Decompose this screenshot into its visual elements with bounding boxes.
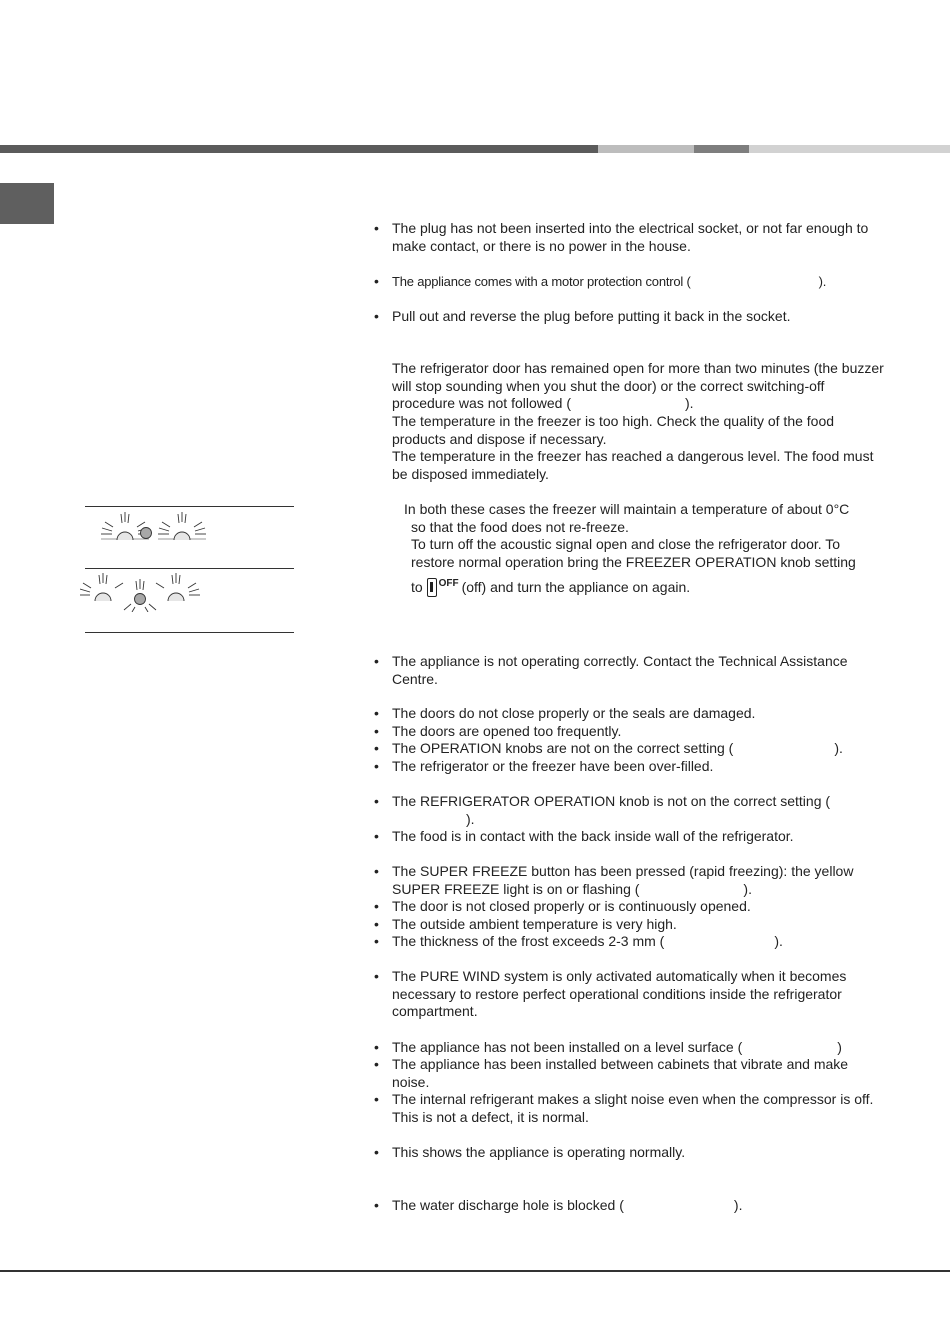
indicator-lights-three-flashing-icon [80, 570, 205, 612]
list-item-reverse-plug: • Pull out and reverse the plug before putting it back in the socket. [392, 308, 882, 326]
paragraph-temp-dangerous: The temperature in the freezer has reached a dangerous level. The food must be disposed immediately. [392, 448, 874, 482]
note-line-off: to $^{OFF}$ (off) and turn the appliance on again. [411, 578, 691, 596]
header-bar-dark [0, 145, 598, 153]
section-tab [0, 183, 54, 224]
list-item-over-filled: • The refrigerator or the freezer have been over-filled. [392, 758, 882, 776]
list-item-not-operating: • The appliance is not operating correctly. Contact the Technical Assistance Centre. [392, 653, 882, 688]
divider-rule [85, 506, 294, 507]
knob-off-icon [427, 578, 437, 597]
header-bar-pale [749, 145, 950, 153]
list-item-plug: • The plug has not been inserted into the electrical socket, or not far enough to make contact, or there is no power in the house. [392, 220, 882, 255]
list-item-level-surface: • The appliance has not been installed on a level surface ( ) [392, 1039, 882, 1057]
list-item-ambient-high: • The outside ambient temperature is very high. [392, 916, 882, 934]
list-item-fridge-knob: • The REFRIGERATOR OPERATION knob is not on the correct setting ( ). [392, 793, 882, 828]
footer-rule [0, 1270, 950, 1272]
divider-rule [85, 632, 294, 633]
header-bar-mid [694, 145, 749, 153]
header-bar-light [598, 145, 694, 153]
paragraph-temp-high: The temperature in the freezer is too high. Check the quality of the food products and dispose if necessary. [392, 413, 835, 447]
list-item-motor-protection: • The appliance comes with a motor protection control ( ). [392, 273, 882, 291]
indicator-lights-two-flashing-icon [88, 508, 213, 546]
note-line: To turn off the acoustic signal open and close the refrigerator door. To restore normal operation bring the FREEZER OPERATION knob setting [411, 536, 856, 570]
list-item-cabinets: • The appliance has been installed between cabinets that vibrate and make noise. [392, 1056, 882, 1091]
list-item-discharge-hole: • The water discharge hole is blocked ( ). [392, 1197, 882, 1215]
list-item-knobs: • The OPERATION knobs are not on the correct setting ( ). [392, 740, 882, 758]
list-item-doors-opened: • The doors are opened too frequently. [392, 723, 882, 741]
list-item-door-not-closed: • The door is not closed properly or is continuously opened. [392, 898, 882, 916]
note-both-cases [404, 501, 884, 597]
list-item-frost: • The thickness of the frost exceeds 2-3 mm ( ). [392, 933, 882, 951]
note-line: so that the food does not re-freeze. [411, 518, 629, 535]
list-item-operating-normally: • This shows the appliance is operating normally. [392, 1144, 882, 1162]
list-item-food-contact: • The food is in contact with the back inside wall of the refrigerator. [392, 828, 882, 846]
paragraph-door-open: The refrigerator door has remained open for more than two minutes (the buzzer will stop sounding when you shut the door) or the correct switching-off procedure was not followed ( ). [392, 360, 884, 412]
note-line: In both these cases the freezer will maintain a temperature of about 0°C [404, 501, 850, 517]
list-item-super-freeze: • The SUPER FREEZE button has been pressed (rapid freezing): the yellow SUPER FREEZE light is on or flashing ( ). [392, 863, 882, 898]
list-item-doors-not-close: • The doors do not close properly or the seals are damaged. [392, 705, 882, 723]
off-label: OFF [438, 578, 459, 590]
list-item-refrigerant-noise: • The internal refrigerant makes a slight noise even when the compressor is off. This is not a defect, it is normal. [392, 1091, 882, 1126]
divider-rule [85, 568, 294, 569]
list-item-pure-wind: • The PURE WIND system is only activated automatically when it becomes necessary to restore perfect operational conditions inside the refrigerator compartment. [392, 968, 882, 1021]
